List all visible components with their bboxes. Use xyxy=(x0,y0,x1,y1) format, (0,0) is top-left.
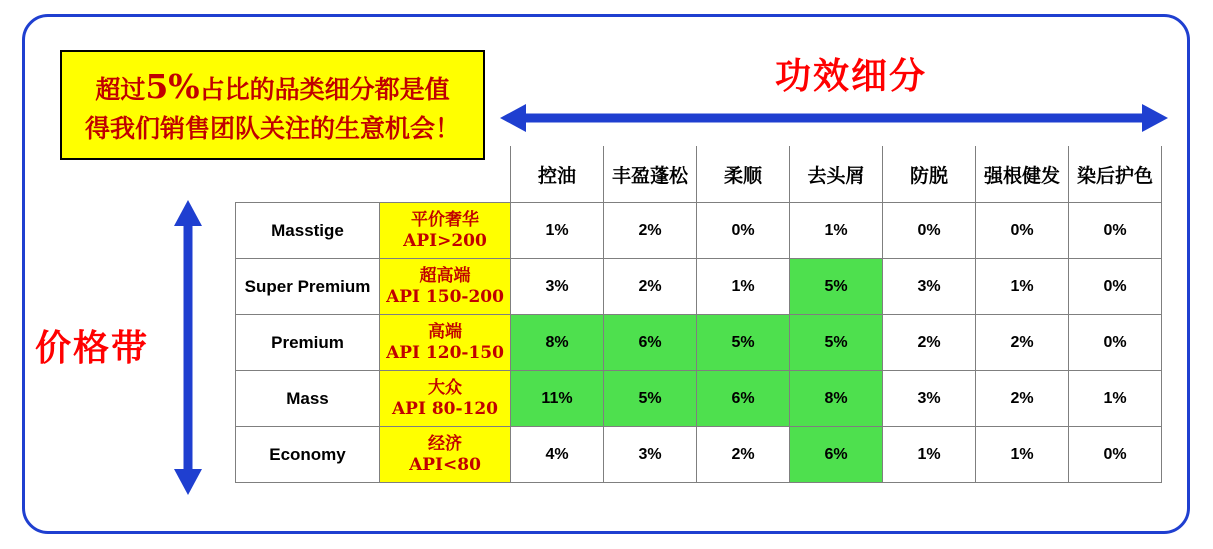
cell-0-3: 1% xyxy=(790,203,883,259)
cell-3-1: 5% xyxy=(604,371,697,427)
cell-4-4: 1% xyxy=(883,427,976,483)
callout-text-part1: 超过 xyxy=(95,74,146,104)
row-api-range-3: API 80-120 xyxy=(391,398,499,419)
cell-3-3: 8% xyxy=(790,371,883,427)
corner-cell-api xyxy=(380,146,511,203)
cell-2-6: 0% xyxy=(1069,315,1162,371)
corner-cell-tier xyxy=(236,146,380,203)
row-api-1 xyxy=(380,259,511,315)
page-title-top: 功效细分 xyxy=(775,55,928,97)
row-api-range-1: API 150-200 xyxy=(386,286,504,307)
row-api-range-0: API>200 xyxy=(403,230,487,251)
row-api-3 xyxy=(380,371,511,427)
column-header-5: 强根健发 xyxy=(976,146,1069,203)
cell-2-2: 5% xyxy=(697,315,790,371)
callout-text-part2: 占比的品类细分都是值 xyxy=(199,74,450,104)
cell-3-0: 11% xyxy=(511,371,604,427)
row-api-range-2: API 120-150 xyxy=(386,342,504,363)
callout-text-highlight: 5% xyxy=(145,66,200,106)
cell-1-2: 1% xyxy=(697,259,790,315)
callout-box xyxy=(60,50,485,160)
cell-3-6: 1% xyxy=(1069,371,1162,427)
horizontal-double-arrow-icon xyxy=(500,103,1168,133)
cell-1-6: 0% xyxy=(1069,259,1162,315)
row-tier-4: Economy xyxy=(236,427,380,483)
row-api-name-0: 平价奢华 xyxy=(411,209,479,230)
row-api-4 xyxy=(380,427,511,483)
callout-text xyxy=(85,63,460,147)
row-tier-1: Super Premium xyxy=(236,259,380,315)
page-title-left: 价格带 xyxy=(35,327,150,369)
table-header-row xyxy=(236,146,1162,203)
cell-2-3: 5% xyxy=(790,315,883,371)
table-row xyxy=(236,371,1162,427)
cell-1-1: 2% xyxy=(604,259,697,315)
cell-0-1: 2% xyxy=(604,203,697,259)
callout-text-line2: 得我们销售团队关注的生意机会！ xyxy=(84,113,460,143)
row-api-0 xyxy=(380,203,511,259)
cell-1-5: 1% xyxy=(976,259,1069,315)
table-row xyxy=(236,203,1162,259)
cell-3-4: 3% xyxy=(883,371,976,427)
row-api-name-3: 大众 xyxy=(428,377,462,398)
cell-2-1: 6% xyxy=(604,315,697,371)
cell-2-0: 8% xyxy=(511,315,604,371)
cell-4-6: 0% xyxy=(1069,427,1162,483)
cell-4-5: 1% xyxy=(976,427,1069,483)
cell-3-5: 2% xyxy=(976,371,1069,427)
cell-0-2: 0% xyxy=(697,203,790,259)
cell-0-4: 0% xyxy=(883,203,976,259)
column-header-3: 去头屑 xyxy=(790,146,883,203)
cell-0-5: 0% xyxy=(976,203,1069,259)
table-row xyxy=(236,427,1162,483)
cell-3-2: 6% xyxy=(697,371,790,427)
cell-4-2: 2% xyxy=(697,427,790,483)
cell-0-6: 0% xyxy=(1069,203,1162,259)
cell-0-0: 1% xyxy=(511,203,604,259)
cell-4-1: 3% xyxy=(604,427,697,483)
row-tier-3: Mass xyxy=(236,371,380,427)
cell-1-3: 5% xyxy=(790,259,883,315)
column-header-4: 防脱 xyxy=(883,146,976,203)
table-row xyxy=(236,259,1162,315)
column-header-1: 丰盈蓬松 xyxy=(604,146,697,203)
row-api-name-4: 经济 xyxy=(428,433,462,454)
row-api-name-2: 高端 xyxy=(428,321,462,342)
cell-1-4: 3% xyxy=(883,259,976,315)
table-row xyxy=(236,315,1162,371)
segmentation-matrix-table xyxy=(235,146,1162,483)
cell-2-4: 2% xyxy=(883,315,976,371)
row-api-range-4: API<80 xyxy=(409,454,481,475)
cell-4-0: 4% xyxy=(511,427,604,483)
column-header-0: 控油 xyxy=(511,146,604,203)
row-tier-0: Masstige xyxy=(236,203,380,259)
vertical-double-arrow-icon xyxy=(172,200,204,495)
cell-2-5: 2% xyxy=(976,315,1069,371)
column-header-6: 染后护色 xyxy=(1069,146,1162,203)
cell-1-0: 3% xyxy=(511,259,604,315)
column-header-2: 柔顺 xyxy=(697,146,790,203)
row-api-2 xyxy=(380,315,511,371)
row-tier-2: Premium xyxy=(236,315,380,371)
cell-4-3: 6% xyxy=(790,427,883,483)
row-api-name-1: 超高端 xyxy=(419,265,471,286)
